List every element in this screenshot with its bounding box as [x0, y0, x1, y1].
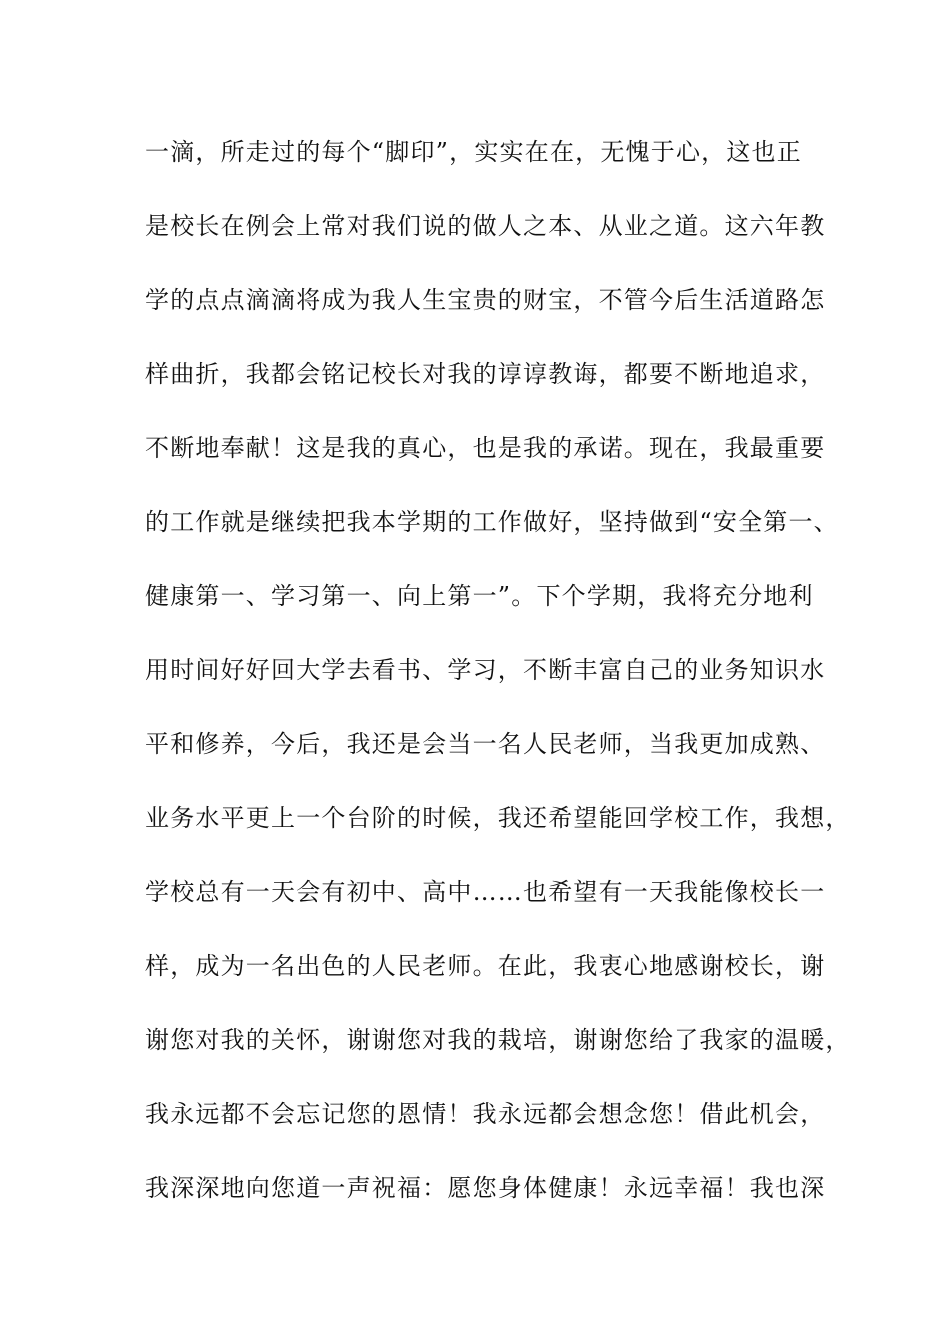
text-line-15: 我深深地向您道一声祝福：愿您身体健康！永远幸福！我也深: [145, 1174, 826, 1202]
body-text: [145, 130, 851, 1240]
text-line-4: 样曲折，我都会铭记校长对我的谆谆教诲，都要不断地追求，: [145, 360, 826, 388]
text-line-1: 一滴，所走过的每个“脚印”，实实在在，无愧于心，这也正: [145, 138, 802, 166]
text-line-6: 的工作就是继续把我本学期的工作做好，坚持做到“安全第一、: [145, 508, 839, 536]
text-line-9: 平和修养，今后，我还是会当一名人民老师，当我更加成熟、: [145, 730, 826, 758]
text-line-13: 谢您对我的关怀，谢谢您对我的栽培，谢谢您给了我家的温暖，: [145, 1026, 851, 1054]
text-line-7: 健康第一、学习第一、向上第一”。下个学期，我将充分地利: [145, 582, 814, 610]
text-line-5: 不断地奉献！这是我的真心，也是我的承诺。现在，我最重要: [145, 434, 826, 462]
text-line-10: 业务水平更上一个台阶的时候，我还希望能回学校工作，我想，: [145, 804, 851, 832]
text-line-8: 用时间好好回大学去看书、学习，不断丰富自己的业务知识水: [145, 656, 826, 684]
text-line-2: 是校长在例会上常对我们说的做人之本、从业之道。这六年教: [145, 212, 826, 240]
text-line-3: 学的点点滴滴将成为我人生宝贵的财宝，不管今后生活道路怎: [145, 286, 826, 314]
text-line-12: 样，成为一名出色的人民老师。在此，我衷心地感谢校长，谢: [145, 952, 826, 980]
text-line-14: 我永远都不会忘记您的恩情！我永远都会想念您！借此机会，: [145, 1100, 826, 1128]
text-line-11: 学校总有一天会有初中、高中……也希望有一天我能像校长一: [145, 878, 826, 906]
